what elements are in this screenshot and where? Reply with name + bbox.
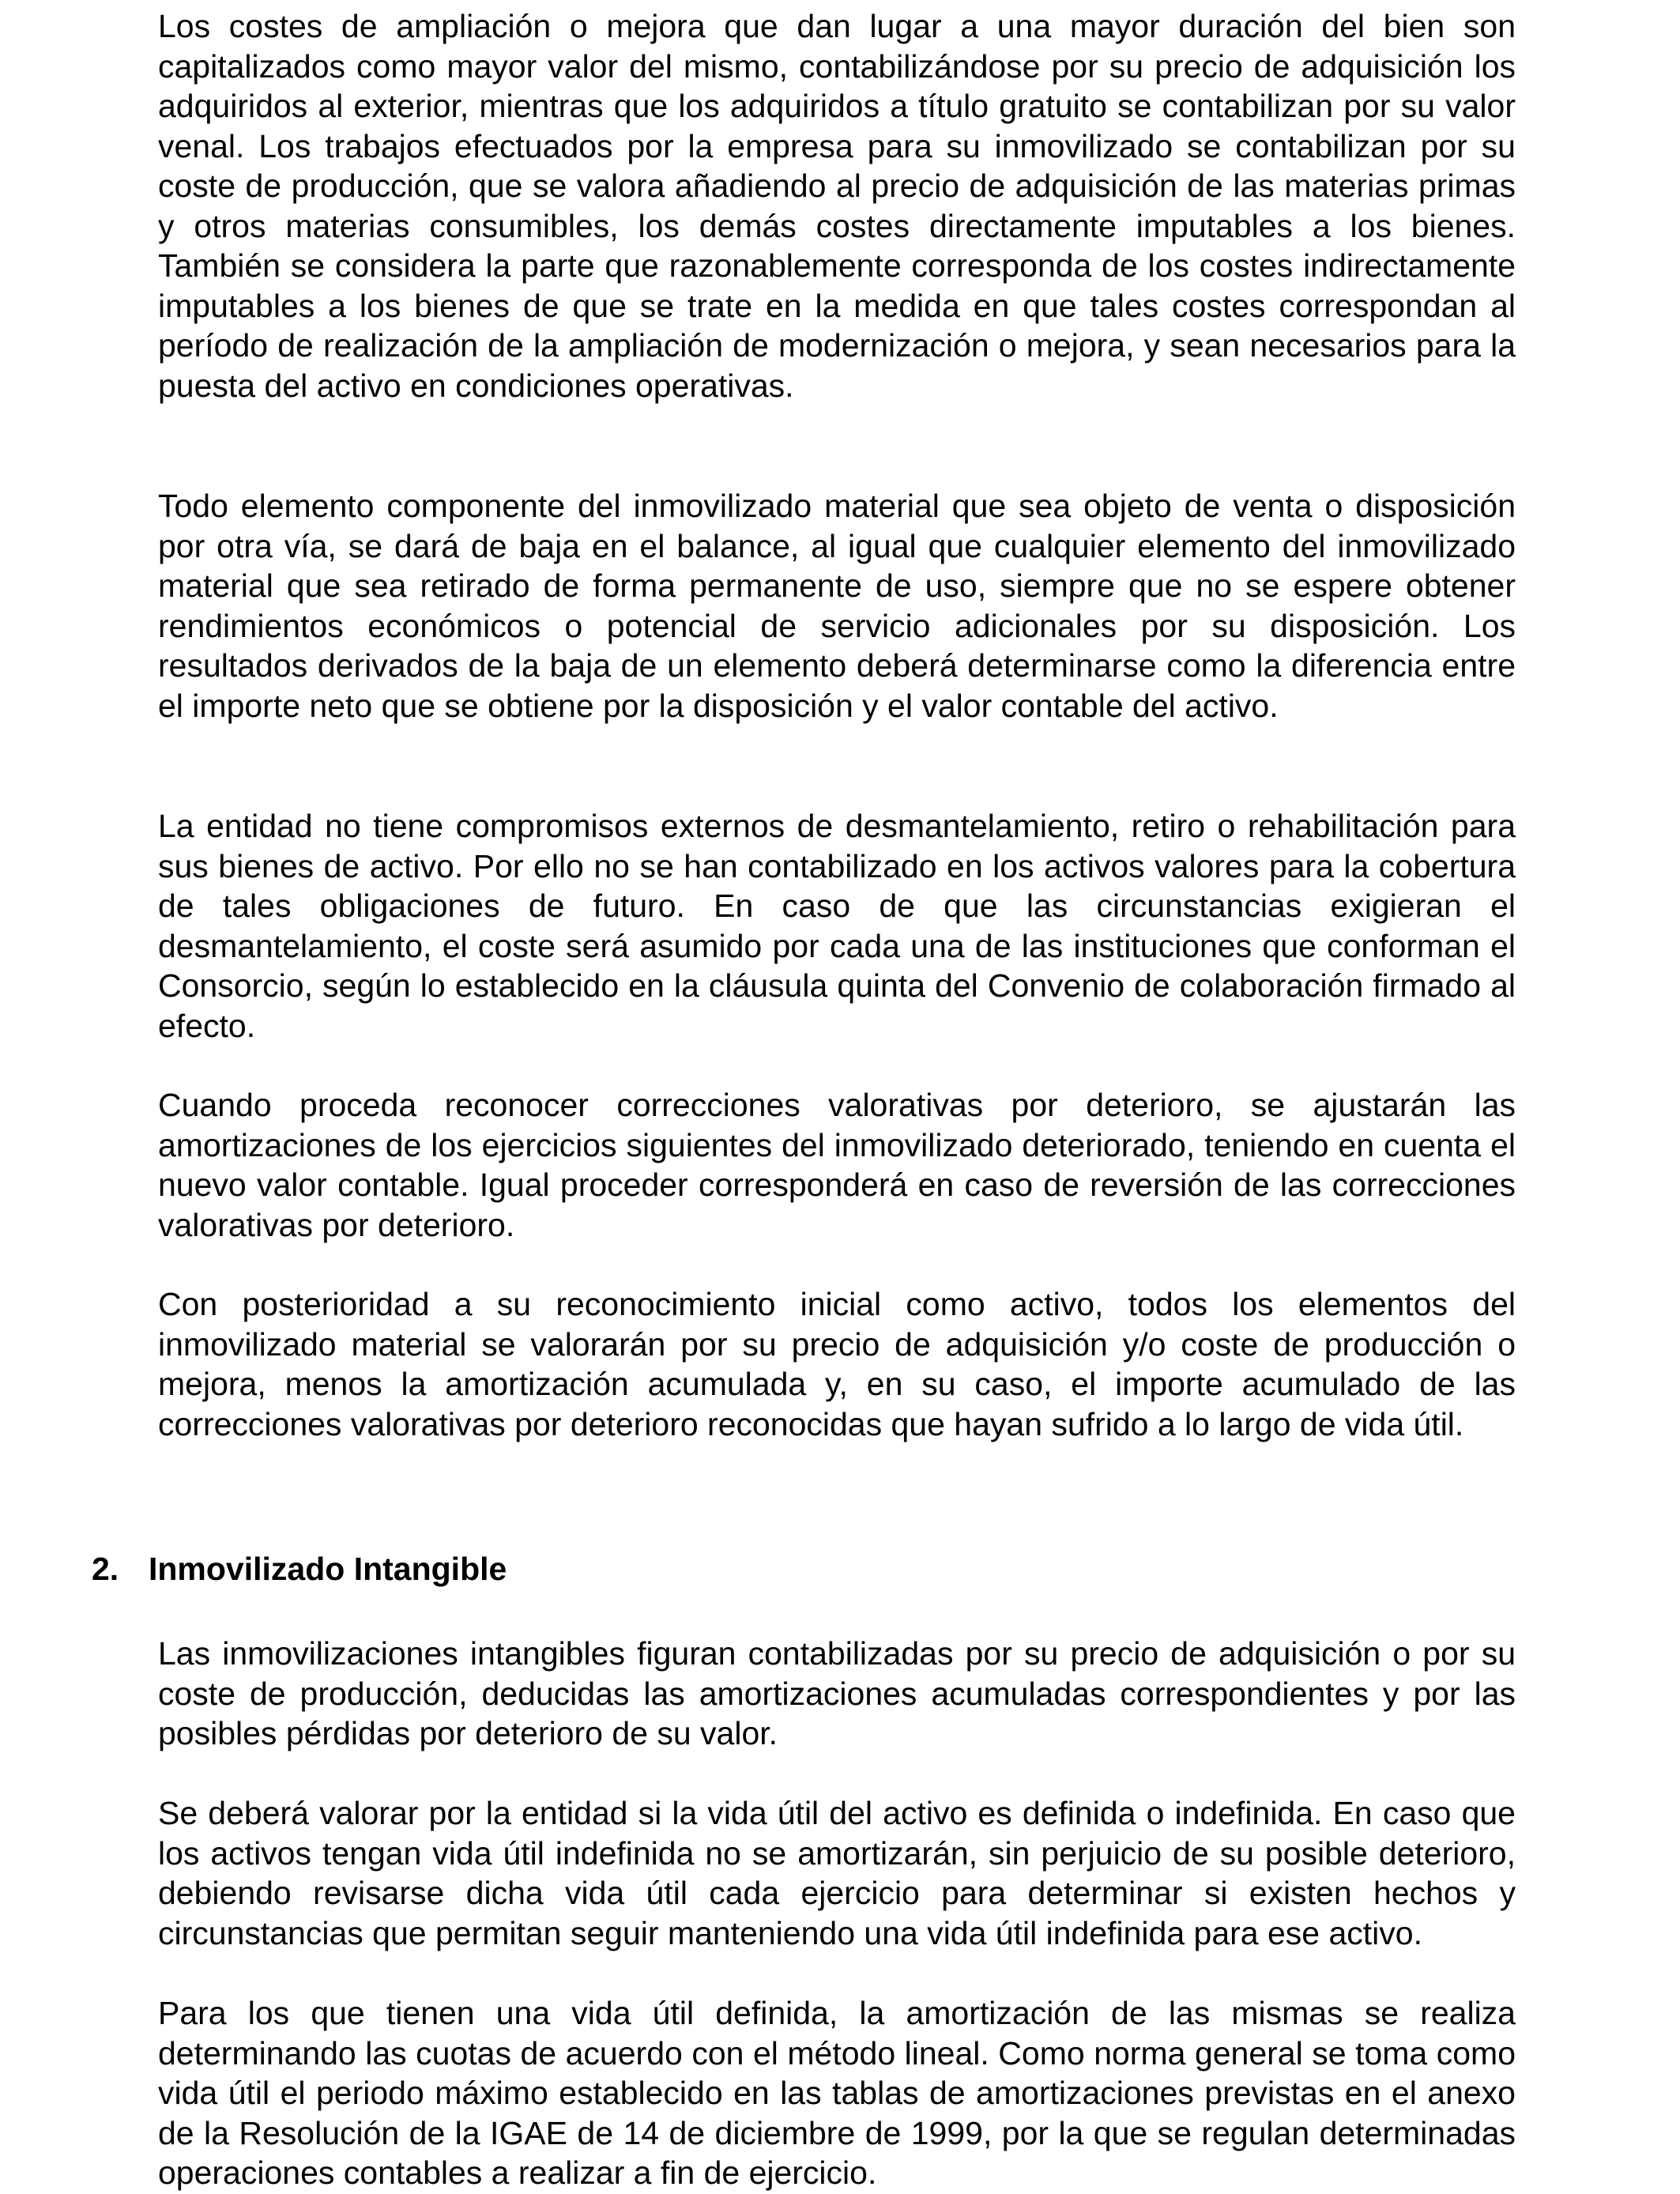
paragraph-intangible-valuation: Las inmovilizaciones intangibles figuran contabilizadas por su precio de adquisición o por su coste de producción, deducidas las amortizaciones acumuladas correspondientes y por las posibles pérdidas por deterioro de su valor. [158,1635,1516,1751]
paragraph-capitalized-costs: Los costes de ampliación o mejora que dan lugar a una mayor duración del bien son capitalizados como mayor valor del mismo, contabilizándose por su precio de adquisición los adquiridos al exterior, mientras que los adquiridos a título gratuito se contabilizan por su valor venal. Los trabajos efectuados por la empresa para su inmovilizado se contabilizan por su coste de producción, que se valora añadiendo al precio de adquisición de las materias primas y otros materias consumibles, los demás costes directamente imputables a los bienes. También se considera la parte que razonablemente corresponda de los costes indirectamente imputables a los bienes de que se trate en la medida en que tales costes correspondan al período de realización de la ampliación de modernización o mejora, y sean necesarios para la puesta del activo en condiciones operativas. [158,8,1516,404]
paragraph-subsequent-valuation: Con posterioridad a su reconocimiento inicial como activo, todos los elementos del inmovilizado material se valorarán por su precio de adquisición y/o coste de producción o mejora, menos la amortización acumulada y, en su caso, el importe acumulado de las correcciones valorativas por deterioro reconocidas que hayan sufrido a lo largo de vida útil. [158,1286,1516,1442]
paragraph-dismantling: La entidad no tiene compromisos externos de desmantelamiento, retiro o rehabilitación para sus bienes de activo. Por ello no se han contabilizado en los activos valores para la cobertura de tales obligaciones de futuro. En caso de que las circunstancias exigieran el desmantelamiento, el coste será asumido por cada una de las instituciones que conforman el Consorcio, según lo establecido en la cláusula quinta del Convenio de colaboración firmado al efecto. [158,808,1516,1044]
paragraph-amortization-method: Para los que tienen una vida útil definida, la amortización de las mismas se realiza determinando las cuotas de acuerdo con el método lineal. Como norma general se toma como vida útil el periodo máximo establecido en las tablas de amortizaciones previstas en el anexo de la Resolución de la IGAE de 14 de diciembre de 1999, por la que se regulan determinadas operaciones contables a realizar a fin de ejercicio. [158,1995,1516,2191]
paragraph-useful-life: Se deberá valorar por la entidad si la vida útil del activo es definida o indefinida. En caso que los activos tengan vida útil indefinida no se amortizarán, sin perjuicio de su posible deterioro, debiendo revisarse dicha vida útil cada ejercicio para determinar si existen hechos y circunstancias que permitan seguir manteniendo una vida útil indefinida para ese activo. [158,1795,1516,1951]
paragraph-impairment: Cuando proceda reconocer correcciones valorativas por deterioro, se ajustarán las amortizaciones de los ejercicios siguientes del inmovilizado deteriorado, teniendo en cuenta el nuevo valor contable. Igual proceder corresponderá en caso de reversión de las correcciones valorativas por deterioro. [158,1087,1516,1243]
section-heading-intangible [92,1549,507,1589]
paragraph-disposal: Todo elemento componente del inmovilizado material que sea objeto de venta o disposición por otra vía, se dará de baja en el balance, al igual que cualquier elemento del inmovilizado material que sea retirado de forma permanente de uso, siempre que no se espere obtener rendimientos económicos o potencial de servicio adicionales por su disposición. Los resultados derivados de la baja de un elemento deberá determinarse como la diferencia entre el importe neto que se obtiene por la disposición y el valor contable del activo. [158,488,1516,724]
section-number: 2. [92,1551,119,1587]
section-title: Inmovilizado Intangible [149,1551,507,1587]
